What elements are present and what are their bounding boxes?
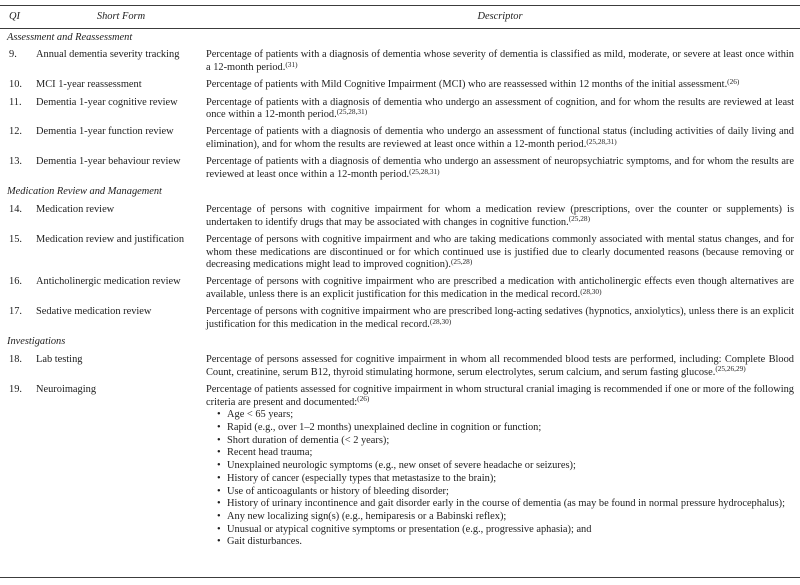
short-form-label: Lab testing [36,353,83,365]
descriptor-cell [206,306,794,331]
reference-superscript: (25,26,29) [715,364,746,374]
descriptor-text: Percentage of persons assessed for cognitive impairment in whom all recommended blood tests are performed, including: Complete Blood Count, creatinine, serum B12, thyroid stimulating hormone, serum electrolytes, serum calcium, and serum fasting glucose. [206,353,794,378]
descriptor-cell [206,156,794,181]
qi-number: 12. [9,126,22,138]
criteria-bullet-item [206,536,794,549]
column-header-descriptor: Descriptor [477,11,523,22]
section-header: Investigations [7,336,66,348]
short-form-label: Sedative medication review [36,306,152,318]
column-header-short-form: Short Form [96,11,146,22]
short-form-label: Medication review [36,203,115,215]
criteria-bullet-list [206,409,794,549]
qi-number: 17. [9,306,22,318]
table-body [0,29,800,549]
criteria-bullet-item [206,460,794,473]
criteria-bullet-text: Any new localizing sign(s) (e.g., hemiparesis or a Babinski reflex); [227,510,507,522]
criteria-bullet-item [206,524,794,537]
reference-superscript: (25,28) [568,214,590,224]
descriptor-text: Percentage of persons with cognitive impairment and who are taking medications commonly associated with mental status changes, and for whom these medications are discontinued or for which continued use is justified due to clearly documented reasons (because removing or decreasing medications might lead to improved cognition). [206,233,794,271]
short-form-label: Dementia 1-year function review [36,126,174,138]
descriptor-cell [206,234,794,272]
table-bottom-rule [0,577,800,578]
criteria-bullet-item [206,498,794,511]
criteria-bullet-item [206,422,794,435]
qi-number: 18. [9,353,22,365]
table-row [7,306,794,331]
table-row [7,204,794,229]
descriptor-text: Percentage of patients with a diagnosis of dementia who undergo an assessment of functional status (including activities of daily living and elimination), and for whom the results are reviewed at least once within a 12-month period. [206,126,794,151]
table-row [7,49,794,74]
reference-superscript: (25,28,31) [586,136,617,146]
descriptor-cell [206,76,794,92]
descriptor-cell [206,354,794,379]
descriptor-text: Percentage of patients with a diagnosis of dementia whose severity of dementia is classified as mild, moderate, or severe at least once within a 12-month period. [206,49,794,74]
short-form-label: Anticholinergic medication review [36,276,181,288]
descriptor-text: Percentage of patients with Mild Cognitive Impairment (MCI) who are reassessed within 12 months of the initial assessment. [206,79,728,91]
criteria-bullet-text: Age < 65 years; [227,409,294,421]
descriptor-text: Percentage of patients with a diagnosis of dementia who undergo an assessment of cognition, and for whom the results are reviewed at least once within a 12-month period. [206,96,794,121]
table-row [7,354,794,379]
quality-indicator-table [0,5,800,554]
descriptor-cell [206,204,794,229]
reference-superscript: (25,28,31) [409,166,440,176]
descriptor-text: Percentage of patients with a diagnosis of dementia who undergo an assessment of neuropsychiatric symptoms, and for whom the results are reviewed at least once within a 12-month period. [206,156,794,181]
criteria-bullet-text: History of cancer (especially types that metastasize to the brain); [227,472,497,484]
qi-number: 11. [9,96,22,108]
column-header-qi: QI [9,11,20,22]
criteria-bullet-item [206,511,794,524]
section-header: Assessment and Reassessment [7,31,133,43]
descriptor-text: Percentage of persons with cognitive impairment who are prescribed a medication with anticholinergic effects even though alternatives are available, unless there is an explicit justification for this medication in the medical record. [206,276,794,301]
descriptor-cell [206,49,794,74]
criteria-bullet-item [206,486,794,499]
criteria-bullet-item [206,447,794,460]
criteria-bullet-text: Rapid (e.g., over 1–2 months) unexplained decline in cognition or function; [227,421,542,433]
reference-superscript: (28,30) [429,316,452,326]
short-form-label: MCI 1-year reassessment [36,79,142,91]
criteria-bullet-item [206,473,794,486]
reference-superscript: (31) [285,59,298,69]
qi-number: 14. [9,203,22,215]
criteria-bullet-text: Recent head trauma; [227,447,313,459]
criteria-bullet-text: Unusual or atypical cognitive symptoms or presentation (e.g., progressive aphasia); and [227,523,592,535]
criteria-bullet-item [206,435,794,448]
qi-number: 9. [9,49,17,61]
table-row [7,126,794,151]
section-header: Medication Review and Management [7,186,162,198]
descriptor-cell [206,276,794,301]
qi-number: 19. [9,383,22,395]
criteria-bullet-text: Gait disturbances. [227,536,303,548]
short-form-label: Medication review and justification [36,233,185,245]
descriptor-text: Percentage of persons with cognitive impairment who are prescribed long-acting sedatives (hypnotics, anxiolytics), unless there is an explicit justification for this medication in the medical record. [206,306,794,331]
table-row [7,234,794,272]
qi-number: 15. [9,233,22,245]
criteria-bullet-item [206,409,794,422]
descriptor-text: Percentage of persons with cognitive impairment for whom a medication review (prescriptions, over the counter or supplements) is undertaken to identify drugs that may be associated with changes in cognitive function. [206,203,794,228]
table-row [7,384,794,549]
qi-number: 10. [9,79,22,91]
descriptor-cell [206,126,794,151]
descriptor-cell [206,384,794,549]
short-form-label: Neuroimaging [36,383,97,395]
reference-superscript: (26) [727,76,740,86]
qi-number: 13. [9,156,22,168]
criteria-bullet-text: History of urinary incontinence and gait disorder early in the course of dementia (as may be found in normal pressure hydrocephalus); [227,498,786,510]
qi-number: 16. [9,276,22,288]
descriptor-cell [206,97,794,122]
short-form-label: Annual dementia severity tracking [36,49,180,61]
table-row [7,97,794,122]
reference-superscript: (25,28) [450,256,473,266]
descriptor-text: Percentage of patients assessed for cognitive impairment in whom structural cranial imaging is recommended if one or more of the following criteria are present and documented: [206,383,794,408]
table-row [7,156,794,181]
table-header-row [0,5,800,29]
table-row [7,76,794,92]
table-row [7,276,794,301]
short-form-label: Dementia 1-year cognitive review [36,96,178,108]
reference-superscript: (25,28,31) [336,106,368,116]
criteria-bullet-text: Unexplained neurologic symptoms (e.g., new onset of severe headache or seizures); [227,460,576,472]
short-form-label: Dementia 1-year behaviour review [36,156,181,168]
reference-superscript: (26) [357,394,370,404]
criteria-bullet-text: Use of anticoagulants or history of bleeding disorder; [227,485,449,497]
reference-superscript: (28,30) [580,286,602,296]
criteria-bullet-text: Short duration of dementia (< 2 years); [227,434,390,446]
